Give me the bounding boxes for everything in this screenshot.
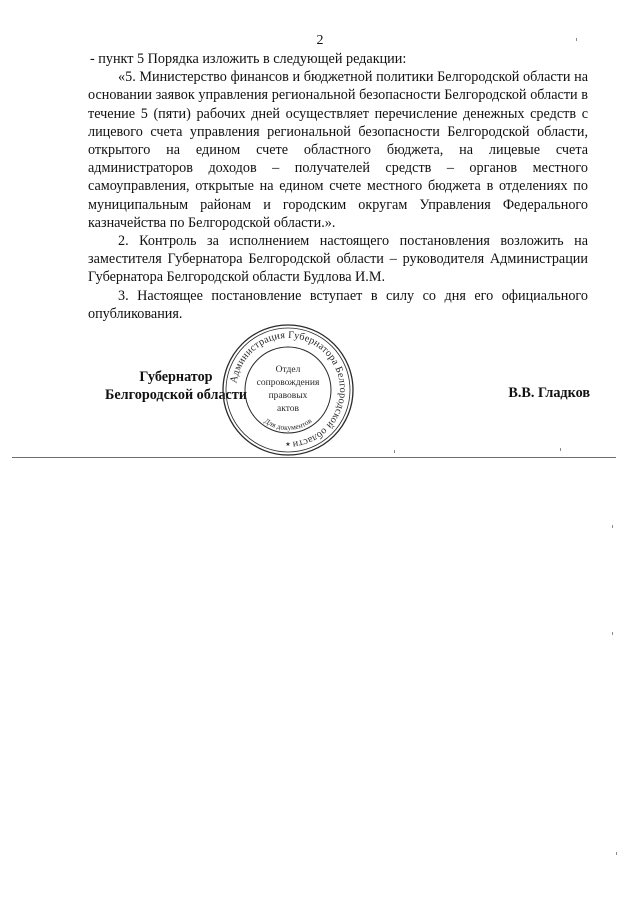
paragraph-item-5-intro: - пункт 5 Порядка изложить в следующей редакции:: [90, 51, 407, 67]
scan-speck: [612, 632, 613, 635]
document-body: [88, 50, 588, 323]
stamp-center-line-4: актов: [277, 404, 299, 414]
scan-speck: [612, 525, 613, 528]
paragraph-item-5-text: «5. Министерство финансов и бюджетной политики Белгородской области на основании заявок управления региональной безопасности Белгородской области в течение 5 (пяти) рабочих дней осуществляет перечисление денежных средств с лицевого счета управления региональной безопасности Белгородской области, открытого на едином счете областного бюджета, на лицевые счета администраторов доходов – получателей средств – органов местного самоуправления, открытые на едином счете местного бюджета в отделениях по муниципальным районам и городским округам Управления Федерального казначейства по Белгородской области.».: [88, 69, 588, 231]
stamp-center-line-3: правовых: [268, 391, 308, 401]
paragraph-control: 2. Контроль за исполнением настоящего постановления возложить на заместителя Губернатора Белгородской области – руководителя Администрации Губернатора Белгородской области Будлова И.М.: [88, 233, 588, 286]
scan-speck: [560, 448, 561, 451]
stamp-ring-text: Администрация Губернатора Белгородской области: [228, 329, 349, 450]
svg-text:Для документов: [263, 416, 314, 432]
stamp-center-line-2: сопровождения: [256, 378, 320, 388]
signatory-position-line2: Белгородской области: [105, 387, 247, 403]
paragraph-effective-date: 3. Настоящее постановление вступает в силу со дня его официального опубликования.: [88, 287, 588, 322]
signatory-position: [96, 368, 256, 404]
svg-text:★: ★: [285, 441, 291, 448]
signatory-position-line1: Губернатор: [139, 369, 213, 385]
footer-divider: [12, 457, 616, 458]
page-number: 2: [316, 33, 324, 48]
signatory-name: В.В. Гладков: [508, 385, 590, 401]
scan-speck: [576, 38, 577, 41]
scan-speck: [616, 852, 617, 855]
stamp-center-line-1: Отдел: [275, 365, 301, 375]
scan-speck: [394, 450, 395, 453]
stamp-bottom-text: Для документов: [262, 416, 314, 433]
